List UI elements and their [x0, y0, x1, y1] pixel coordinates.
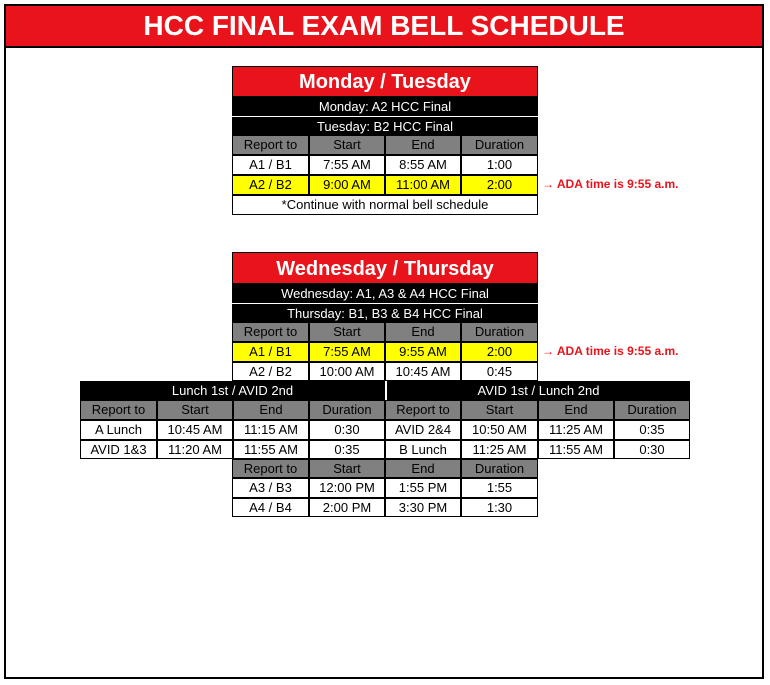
thursday-subtitle: Thursday: B1, B3 & B4 HCC Final [232, 303, 538, 322]
cell-end: 10:45 AM [385, 362, 461, 381]
cell-report-to: A2 / B2 [232, 175, 309, 195]
header-start: Start [309, 459, 385, 478]
cell-report-to: A3 / B3 [232, 478, 309, 498]
header-report-to: Report to [232, 135, 309, 155]
page-title: HCC FINAL EXAM BELL SCHEDULE [6, 6, 762, 48]
header-report-to: Report to [232, 459, 309, 478]
header-start: Start [309, 135, 385, 155]
header-report-to: Report to [232, 322, 309, 342]
cell-start: 9:00 AM [309, 175, 385, 195]
header-end: End [385, 322, 461, 342]
cell-start: 12:00 PM [309, 478, 385, 498]
monday-tuesday-heading: Monday / Tuesday [232, 66, 538, 97]
ada-note: → ADA time is 9:55 a.m. [542, 344, 679, 358]
cell-report-to: B Lunch [385, 440, 461, 459]
header-end: End [538, 400, 614, 420]
cell-duration: 1:00 [461, 155, 538, 175]
cell-start: 10:00 AM [309, 362, 385, 381]
wednesday-subtitle: Wednesday: A1, A3 & A4 HCC Final [232, 284, 538, 303]
cell-start: 2:00 PM [309, 498, 385, 517]
ada-note: → ADA time is 9:55 a.m. [542, 177, 679, 191]
cell-start: 7:55 AM [309, 342, 385, 362]
header-end: End [385, 459, 461, 478]
header-duration: Duration [614, 400, 690, 420]
cell-duration: 2:00 [461, 342, 538, 362]
header-duration: Duration [461, 322, 538, 342]
cell-end: 8:55 AM [385, 155, 461, 175]
cell-end: 3:30 PM [385, 498, 461, 517]
cell-duration: 0:35 [309, 440, 385, 459]
cell-end: 11:55 AM [233, 440, 309, 459]
cell-end: 11:55 AM [538, 440, 614, 459]
cell-end: 11:25 AM [538, 420, 614, 440]
tuesday-subtitle: Tuesday: B2 HCC Final [232, 116, 538, 135]
avid-first-title: AVID 1st / Lunch 2nd [385, 381, 690, 400]
cell-start: 10:45 AM [157, 420, 233, 440]
header-end: End [385, 135, 461, 155]
header-duration: Duration [309, 400, 385, 420]
cell-duration: 1:30 [461, 498, 538, 517]
footnote: *Continue with normal bell schedule [232, 195, 538, 215]
cell-duration: 1:55 [461, 478, 538, 498]
lunch-first-title: Lunch 1st / AVID 2nd [80, 381, 385, 400]
cell-duration: 0:45 [461, 362, 538, 381]
cell-start: 11:20 AM [157, 440, 233, 459]
header-report-to: Report to [385, 400, 461, 420]
cell-end: 1:55 PM [385, 478, 461, 498]
cell-duration: 0:30 [309, 420, 385, 440]
header-start: Start [461, 400, 538, 420]
cell-start: 7:55 AM [309, 155, 385, 175]
cell-report-to: A1 / B1 [232, 342, 309, 362]
cell-end: 11:00 AM [385, 175, 461, 195]
header-start: Start [309, 322, 385, 342]
monday-subtitle: Monday: A2 HCC Final [232, 97, 538, 116]
cell-duration: 0:35 [614, 420, 690, 440]
cell-report-to: A2 / B2 [232, 362, 309, 381]
cell-report-to: AVID 1&3 [80, 440, 157, 459]
cell-start: 10:50 AM [461, 420, 538, 440]
cell-report-to: A1 / B1 [232, 155, 309, 175]
cell-report-to: A Lunch [80, 420, 157, 440]
cell-report-to: A4 / B4 [232, 498, 309, 517]
header-duration: Duration [461, 459, 538, 478]
cell-duration: 0:30 [614, 440, 690, 459]
header-start: Start [157, 400, 233, 420]
header-duration: Duration [461, 135, 538, 155]
wednesday-thursday-heading: Wednesday / Thursday [232, 252, 538, 284]
cell-report-to: AVID 2&4 [385, 420, 461, 440]
cell-start: 11:25 AM [461, 440, 538, 459]
cell-end: 11:15 AM [233, 420, 309, 440]
header-report-to: Report to [80, 400, 157, 420]
cell-duration: 2:00 [461, 175, 538, 195]
cell-end: 9:55 AM [385, 342, 461, 362]
header-end: End [233, 400, 309, 420]
